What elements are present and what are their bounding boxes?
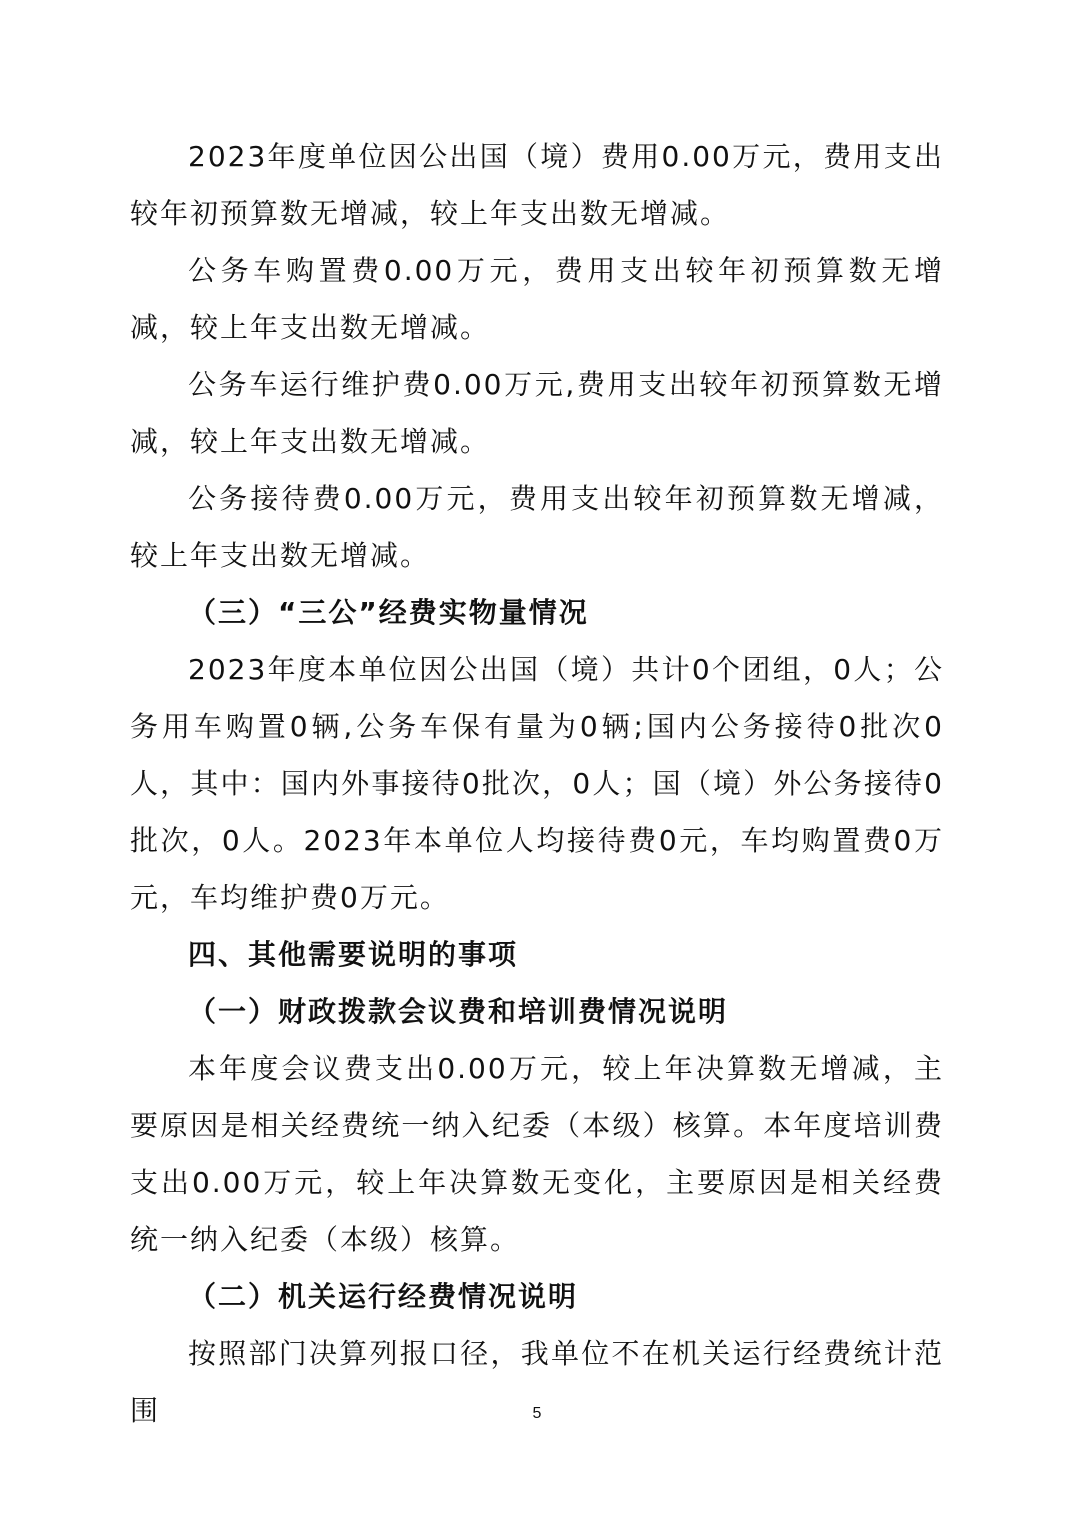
paragraph-vehicle-purchase: 公务车购置费0.00万元，费用支出较年初预算数无增减，较上年支出数无增减。 — [130, 254, 944, 344]
heading-three-public-quantity: （三）“三公”经费实物量情况 — [188, 596, 589, 629]
heading-operating-expense: （二）机关运行经费情况说明 — [188, 1280, 579, 1313]
paragraph-operating-expense: 按照部门决算列报口径，我单位不在机关运行经费统计范围 — [130, 1337, 944, 1427]
heading-section-four: 四、其他需要说明的事项 — [188, 938, 519, 971]
paragraph-vehicle-maintenance: 公务车运行维护费0.00万元,费用支出较年初预算数无增减，较上年支出数无增减。 — [130, 368, 944, 458]
paragraph-meeting-training: 本年度会议费支出0.00万元，较上年决算数无增减，主要原因是相关经费统一纳入纪委（本级）核算。本年度培训费支出0.00万元，较上年决算数无变化，主要原因是相关经费统一纳入纪委（本级）核算。 — [130, 1052, 944, 1256]
heading-meeting-training: （一）财政拨款会议费和培训费情况说明 — [188, 995, 729, 1028]
paragraph-quantity-details: 2023年度本单位因公出国（境）共计0个团组，0人；公务用车购置0辆,公务车保有量为0辆;国内公务接待0批次0人，其中：国内外事接待0批次，0人；国（境）外公务接待0批次，0人。2023年本单位人均接待费0元，车均购置费0万元，车均维护费0万元。 — [130, 653, 944, 914]
page-number: 5 — [532, 1405, 542, 1422]
paragraph-overseas-expense: 2023年度单位因公出国（境）费用0.00万元，费用支出较年初预算数无增减，较上年支出数无增减。 — [130, 140, 944, 230]
document-body — [130, 128, 944, 1439]
paragraph-reception-expense: 公务接待费0.00万元，费用支出较年初预算数无增减，较上年支出数无增减。 — [130, 482, 944, 572]
